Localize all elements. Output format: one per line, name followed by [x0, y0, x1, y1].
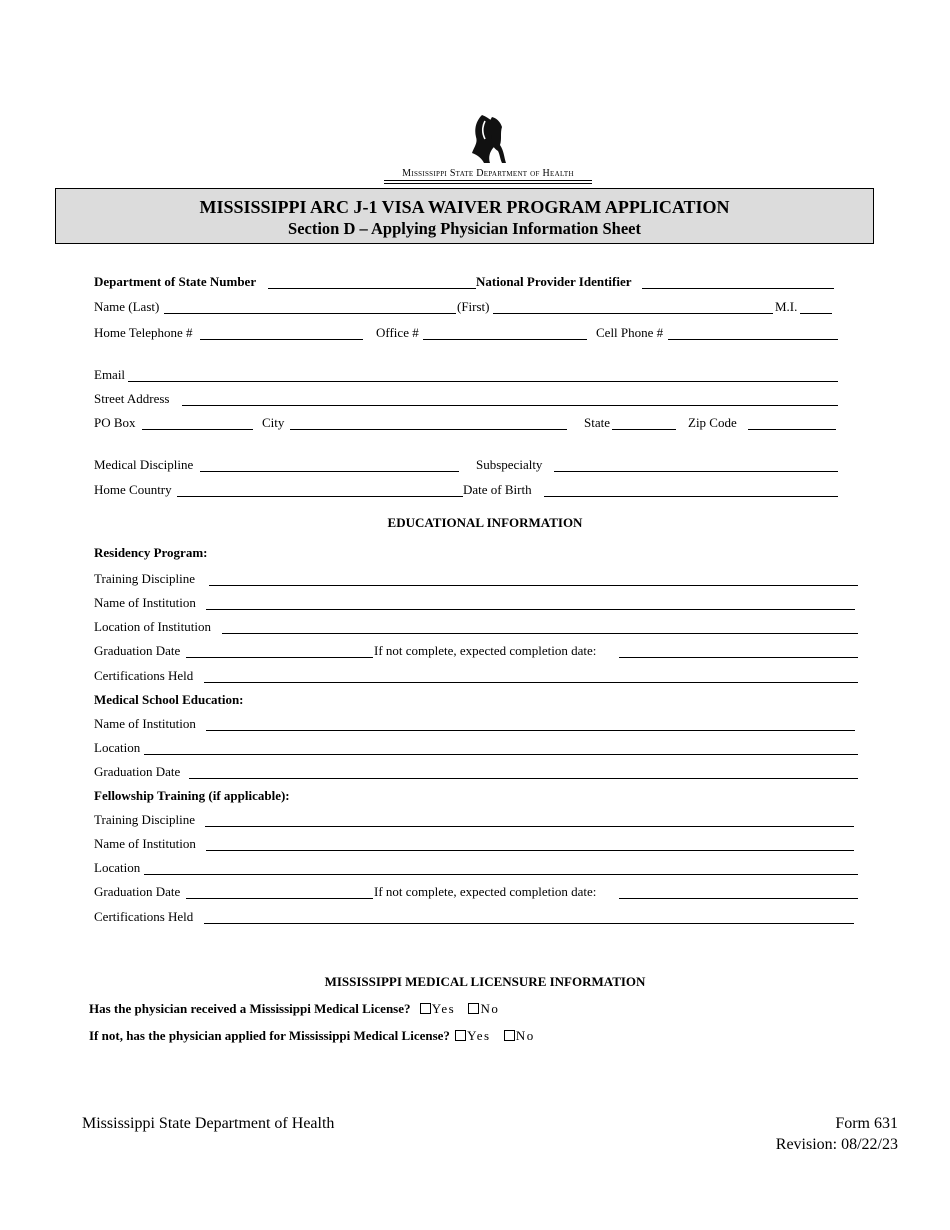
q1-no-label: No [480, 1001, 500, 1016]
res-expected-field[interactable] [619, 657, 858, 658]
footer-org: Mississippi State Department of Health [82, 1115, 335, 1132]
q2-text: If not, has the physician applied for Mississippi Medical License? [89, 1028, 450, 1043]
q1-yes-checkbox[interactable] [420, 1003, 431, 1014]
row-fel-cert [94, 909, 864, 925]
state-label: State [584, 415, 610, 430]
subspecialty-field[interactable] [554, 471, 838, 472]
fel-cert-field[interactable] [204, 923, 854, 924]
mi-label: M.I. [775, 299, 798, 314]
q1-yes-label: Yes [431, 1001, 456, 1016]
q1-no-checkbox[interactable] [468, 1003, 479, 1014]
res-location-label: Location of Institution [94, 619, 211, 634]
med-school-heading: Medical School Education: [94, 692, 244, 707]
ms-graduation-label: Graduation Date [94, 764, 181, 779]
row-ms-graduation [94, 764, 864, 780]
q2-yes-checkbox[interactable] [455, 1030, 466, 1041]
mi-field[interactable] [800, 313, 832, 314]
row-fel-discipline [94, 812, 864, 828]
row-city [94, 415, 854, 431]
row-ids [94, 274, 854, 290]
email-label: Email [94, 367, 126, 382]
office-field[interactable] [423, 339, 587, 340]
education-heading: EDUCATIONAL INFORMATION [387, 515, 583, 530]
dos-number-label: Department of State Number [94, 274, 257, 289]
npi-label: National Provider Identifier [476, 274, 632, 289]
row-res-cert [94, 668, 864, 684]
npi-field[interactable] [642, 288, 834, 289]
office-label: Office # [376, 325, 419, 340]
res-location-field[interactable] [222, 633, 858, 634]
ms-institution-field[interactable] [206, 730, 855, 731]
ms-graduation-field[interactable] [189, 778, 858, 779]
logo-rule [384, 180, 592, 181]
res-discipline-field[interactable] [209, 585, 858, 586]
res-graduation-field[interactable] [186, 657, 373, 658]
q2-yes-label: Yes [467, 1028, 491, 1043]
q2-no-label: No [515, 1028, 535, 1043]
fellowship-heading: Fellowship Training (if applicable): [94, 788, 290, 803]
ms-location-label: Location [94, 740, 141, 755]
msdh-profile-icon [468, 113, 508, 165]
form-subtitle: Section D – Applying Physician Information Sheet [288, 219, 641, 238]
footer-revision: Revision: 08/22/23 [775, 1136, 898, 1153]
fel-graduation-label: Graduation Date [94, 884, 181, 899]
row-email [94, 367, 854, 383]
fel-institution-field[interactable] [206, 850, 854, 851]
res-cert-field[interactable] [204, 682, 858, 683]
form-title: MISSISSIPPI ARC J-1 VISA WAIVER PROGRAM APPLICATION [199, 197, 730, 217]
logo-rule [384, 183, 592, 184]
residency-heading: Residency Program: [94, 545, 208, 560]
fel-discipline-field[interactable] [205, 826, 854, 827]
title-box [55, 188, 874, 244]
home-tel-label: Home Telephone # [94, 325, 193, 340]
fel-cert-label: Certifications Held [94, 909, 194, 924]
med-discipline-label: Medical Discipline [94, 457, 194, 472]
ms-location-field[interactable] [144, 754, 858, 755]
msdh-logo [380, 113, 596, 185]
fel-expected-label: If not complete, expected completion date: [374, 884, 597, 899]
res-graduation-label: Graduation Date [94, 643, 181, 658]
fel-location-label: Location [94, 860, 141, 875]
zip-field[interactable] [748, 429, 836, 430]
email-field[interactable] [128, 381, 838, 382]
subspecialty-label: Subspecialty [476, 457, 543, 472]
row-fel-institution [94, 836, 864, 852]
fel-expected-field[interactable] [619, 898, 858, 899]
res-institution-label: Name of Institution [94, 595, 196, 610]
res-institution-field[interactable] [206, 609, 855, 610]
dob-label: Date of Birth [463, 482, 532, 497]
fel-institution-label: Name of Institution [94, 836, 196, 851]
name-last-field[interactable] [164, 313, 456, 314]
cell-label: Cell Phone # [596, 325, 664, 340]
row-name [94, 299, 854, 315]
med-discipline-field[interactable] [200, 471, 459, 472]
q1-text: Has the physician received a Mississippi Medical License? [89, 1001, 411, 1016]
po-box-label: PO Box [94, 415, 136, 430]
fel-discipline-label: Training Discipline [94, 812, 195, 827]
row-res-discipline [94, 571, 864, 587]
logo-org-name: Mississippi State Department of Health [402, 168, 574, 179]
state-field[interactable] [612, 429, 676, 430]
row-res-location [94, 619, 864, 635]
license-question-2 [89, 1028, 535, 1044]
row-ms-location [94, 740, 864, 756]
row-res-graduation [94, 643, 864, 659]
fel-location-field[interactable] [144, 874, 858, 875]
row-street [94, 391, 854, 407]
zip-label: Zip Code [688, 415, 737, 430]
name-first-label: (First) [457, 299, 490, 314]
row-phones [94, 325, 854, 341]
footer-form: Form 631 [835, 1115, 898, 1132]
row-fel-graduation [94, 884, 864, 900]
cell-field[interactable] [668, 339, 838, 340]
fel-graduation-field[interactable] [186, 898, 373, 899]
row-discipline [94, 457, 854, 473]
res-expected-label: If not complete, expected completion date: [374, 643, 597, 658]
home-country-field[interactable] [177, 496, 463, 497]
row-ms-institution [94, 716, 864, 732]
po-box-field[interactable] [142, 429, 253, 430]
dos-number-field[interactable] [268, 288, 476, 289]
home-tel-field[interactable] [200, 339, 363, 340]
name-first-field[interactable] [493, 313, 773, 314]
row-res-institution [94, 595, 864, 611]
row-fel-location [94, 860, 864, 876]
street-field[interactable] [182, 405, 838, 406]
dob-field[interactable] [544, 496, 838, 497]
license-question-1 [89, 1001, 499, 1017]
home-country-label: Home Country [94, 482, 172, 497]
licensure-heading: MISSISSIPPI MEDICAL LICENSURE INFORMATION [324, 974, 646, 989]
res-cert-label: Certifications Held [94, 668, 194, 683]
q2-no-checkbox[interactable] [504, 1030, 515, 1041]
ms-institution-label: Name of Institution [94, 716, 196, 731]
city-field[interactable] [290, 429, 567, 430]
row-country [94, 482, 854, 498]
city-label: City [262, 415, 285, 430]
street-label: Street Address [94, 391, 170, 406]
name-last-label: Name (Last) [94, 299, 160, 314]
res-discipline-label: Training Discipline [94, 571, 195, 586]
